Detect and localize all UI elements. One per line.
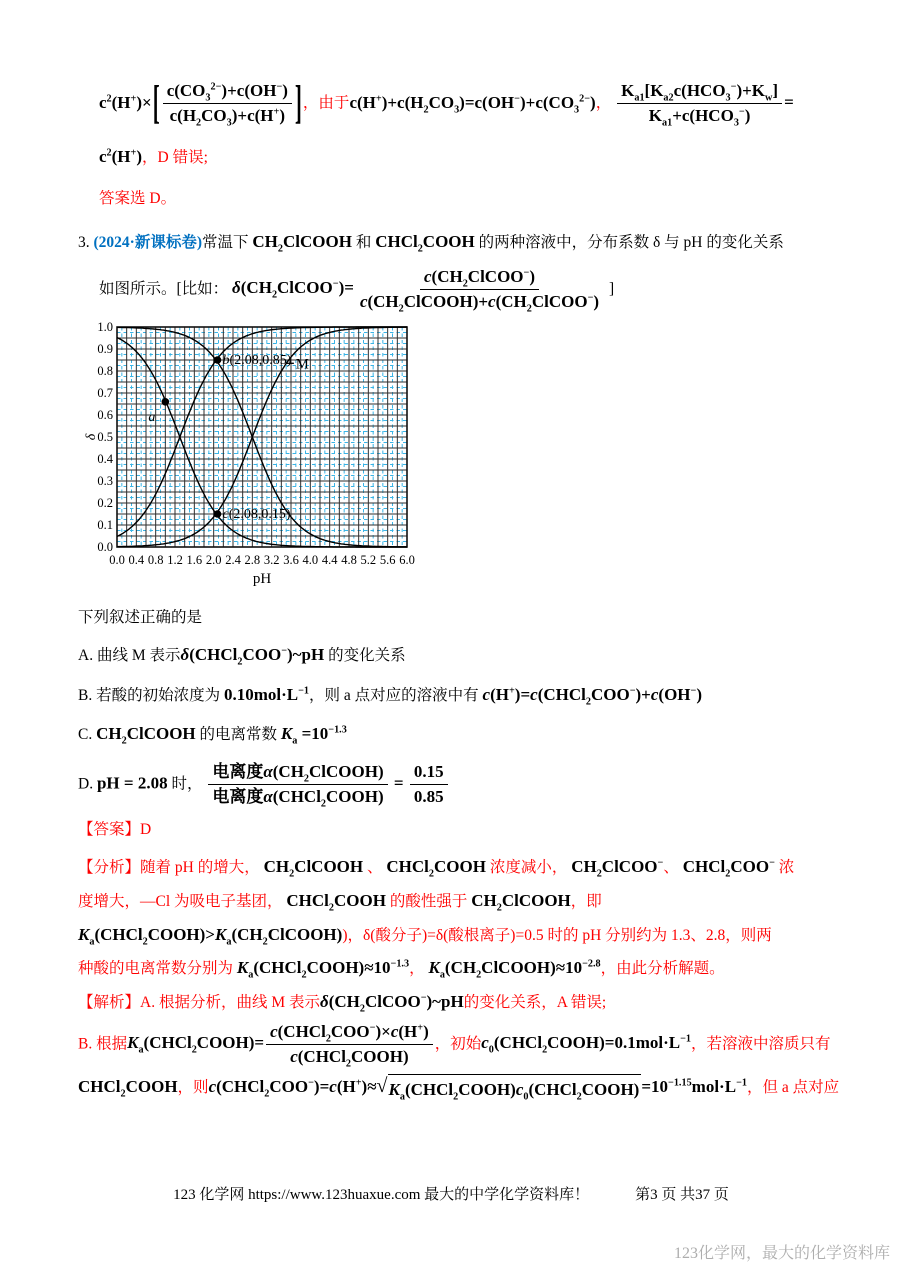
- svg-text:2.4: 2.4: [225, 552, 241, 567]
- svg-text:2.0: 2.0: [205, 552, 222, 567]
- svg-text:0.0: 0.0: [109, 552, 125, 567]
- svg-text:a: a: [148, 409, 156, 425]
- solution-formula-line-2: $c^2(H^+)$，D 错误;: [99, 147, 208, 167]
- analysis-line-3: $K_a(CHCl_2COOH)>K_a(CH_2ClCOOH)$)，δ(酸分子)=δ(酸根离子)=0.5 时的 pH 分别约为 1.3、2.8，则两: [78, 924, 772, 947]
- delta-ph-chart: [84, 319, 424, 597]
- svg-text:5.6: 5.6: [379, 552, 396, 567]
- svg-text:5.2: 5.2: [360, 552, 377, 567]
- svg-text:4.8: 4.8: [341, 552, 357, 567]
- solution-formula-line-1: $c^2(H^+)\times$[ $\frac{c(CO_3^{2-})+c(OH^-)}{c(H_2CO_3)+c(H^+)}$ ]，由于$c(H^+)+c(H_2CO_3)=c(OH^-)+c(CO_3^{2-})$， $\frac{K_{a1}[K_{a2}c(HCO_3^-)+K_w]}{K_{a1}+c(HCO_3^-)}$ =: [99, 75, 794, 129]
- chart-figure: [84, 319, 872, 602]
- svg-text:0.8: 0.8: [147, 552, 164, 567]
- svg-text:3.6: 3.6: [283, 552, 299, 567]
- solution-answer-line: 答案选 D。: [99, 189, 177, 207]
- footer-site-info: 123 化学网 https://www.123huaxue.com 最大的中学化学资料库！: [173, 1187, 590, 1203]
- page-footer: [0, 1183, 902, 1204]
- svg-text:0.4: 0.4: [128, 552, 145, 567]
- question-3-stem: 下列叙述正确的是: [78, 608, 203, 626]
- option-a: A. 曲线 M 表示δ(CHCl$_2$COO−)~pH 的变化关系: [78, 644, 406, 667]
- svg-text:4.4: 4.4: [321, 552, 338, 567]
- question-3-title: 3. (2024·新课标卷)常温下 $CH_2ClCOOH$ 和 CHCl$_2$COOH 的两种溶液中，分布系数 δ 与 pH 的变化关系: [78, 231, 784, 255]
- svg-text:0.9: 0.9: [97, 341, 113, 356]
- svg-text:pH: pH: [252, 570, 272, 587]
- svg-text:b(2.08,0.85): b(2.08,0.85): [222, 352, 292, 368]
- svg-text:1.2: 1.2: [167, 552, 183, 567]
- svg-text:0.3: 0.3: [97, 473, 113, 488]
- svg-text:3.2: 3.2: [263, 552, 280, 567]
- svg-text:0.8: 0.8: [97, 363, 113, 378]
- analysis-line-4: 种酸的电离常数分别为 $K_a(CHCl_2COOH)\approx 10^{-1.3}$， $K_a(CH_2ClCOOH)\approx 10^{-2.8}$，由此分析解题。: [78, 958, 725, 981]
- explanation-line-3: CHCl$_2$COOH，则c(CHCl$_2$COO−)=c(H+)≈ √ $K_a(CHCl_2COOH)c_0(CHCl_2COOH)$ $=10^{-1.15}mol\cdot L^{-1}$，但 a 点对应: [78, 1074, 840, 1103]
- svg-text:0.2: 0.2: [97, 495, 113, 510]
- svg-text:6.0: 6.0: [399, 552, 415, 567]
- option-c: C. $CH_2ClCOOH$ 的电离常数 $K_a =10^{-1.3}$: [78, 724, 347, 747]
- svg-text:M: M: [295, 356, 309, 373]
- svg-text:0.1: 0.1: [97, 517, 113, 532]
- footer-page-number: 第3 页 共37 页: [635, 1187, 729, 1203]
- option-d: D. pH = 2.08 时， $\frac{电离度\alpha(CH_2ClCOOH)}{电离度\alpha(CHCl_2COOH)}$ = $\frac{0.15}{0.85}$: [78, 761, 872, 808]
- svg-text:0.4: 0.4: [97, 451, 113, 466]
- svg-text:4.0: 4.0: [302, 552, 319, 567]
- question-3-delta-definition: 如图所示。[比如： $\delta(CH_2ClCOO^-)=$ $\frac{c(CH_2ClCOO^-)}{c(CH_2ClCOOH)+c(CH_2ClCOO^-)}$ ]: [99, 266, 615, 315]
- analysis-line-1: 【分析】随着 pH 的增大， $CH_2ClCOOH$ 、 CHCl$_2$COOH 浓度减小， $CH_2ClCOO^-$、 CHCl$_2$COO− 浓: [78, 856, 795, 880]
- svg-text:1.6: 1.6: [186, 552, 203, 567]
- svg-text:c(2.08,0.15): c(2.08,0.15): [222, 506, 291, 522]
- svg-text:0.5: 0.5: [97, 429, 113, 444]
- svg-text:1.0: 1.0: [97, 319, 113, 334]
- svg-text:2.8: 2.8: [244, 552, 261, 567]
- watermark-text: 123化学网，最大的化学资料库: [673, 1245, 890, 1262]
- svg-text:0.7: 0.7: [97, 385, 113, 400]
- analysis-line-2: 度增大，—Cl 为吸电子基团， CHCl$_2$COOH 的酸性强于 $CH_2ClCOOH$，即: [78, 890, 602, 914]
- svg-text:0.0: 0.0: [97, 539, 113, 554]
- svg-text:δ: δ: [84, 433, 99, 441]
- option-b: B. 若酸的初始浓度为 $0.10mol\cdot L^{-1}$，则 a 点对应的溶液中有 c(H+)=c(CHCl$_2$COO−)+c(OH−): [78, 685, 703, 708]
- answer-line: 【答案】D: [78, 821, 152, 839]
- explanation-line-1: 【解析】A. 根据分析，曲线 M 表示$\delta(CH_2ClCOO^-)\sim pH$的变化关系，A 错误;: [78, 992, 607, 1015]
- explanation-line-2: B. 根据$K_a(CHCl_2COOH)=$ $\frac{c(CHCl_2COO^-)\times c(H^+)}{c(CHCl_2COOH)}$ ，初始$c_0(CHCl_2COOH)=0.1mol\cdot L^{-1}$，若溶液中溶质只有: [78, 1021, 831, 1070]
- svg-text:0.6: 0.6: [97, 407, 113, 422]
